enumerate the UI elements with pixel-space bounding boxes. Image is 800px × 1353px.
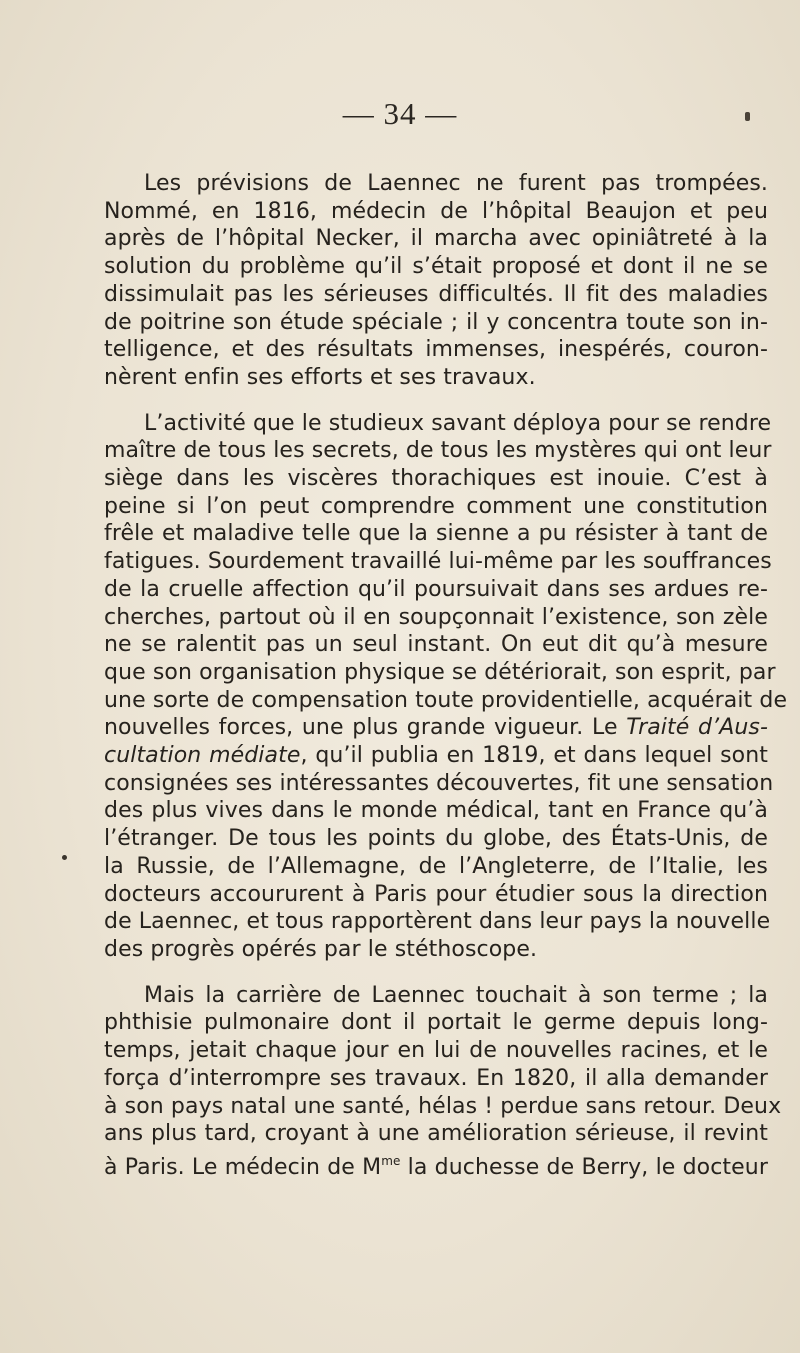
text-line: l’étranger. De tous les points du globe, des États-Unis, de [104, 826, 768, 852]
text-line: dissimulait pas les sérieuses difficultés. Il fit des maladies [104, 281, 768, 307]
text-line: fatigues. Sourdement travaillé lui-même par les souffrances [104, 549, 772, 575]
superscript: me [381, 1153, 401, 1168]
text-line-with-superscript [104, 1148, 768, 1182]
text-line: siège dans les viscères thorachiques est inouie. C’est à [104, 466, 768, 492]
text-line: telligence, et des résultats immenses, inespérés, couron- [104, 337, 768, 363]
text-line: après de l’hôpital Necker, il marcha avec opiniâtreté à la [104, 226, 768, 252]
text-line: cherches, partout où il en soupçonnait l’existence, son zèle [104, 604, 768, 630]
text-line: peine si l’on peut comprendre comment une constitution [104, 493, 768, 519]
text-line: cultation médiate, qu’il publia en 1819, et dans lequel sont [104, 743, 768, 769]
text-line: Les prévisions de Laennec ne furent pas trompées. [144, 171, 768, 196]
text-line: des progrès opérés par le stéthoscope. [104, 936, 538, 962]
ink-mark [745, 112, 750, 121]
page-number: — 34 — [342, 96, 458, 131]
text-line: frêle et maladive telle que la sienne a pu résister à tant de [104, 521, 768, 547]
text-line: ne se ralentit pas un seul instant. On eut dit qu’à mesure [104, 632, 768, 658]
text-line: docteurs accoururent à Paris pour étudier sous la direction [104, 881, 768, 907]
text-line: temps, jetait chaque jour en lui de nouvelles racines, et le [104, 1038, 768, 1064]
text-fragment: la duchesse de Berry, le docteur [407, 1154, 768, 1180]
paragraph [104, 410, 788, 964]
text-line: une sorte de compensation toute providentielle, acquérait de [104, 687, 788, 713]
text-line: maître de tous les secrets, de tous les mystères qui ont leur [104, 438, 772, 464]
text-line: solution du problème qu’il s’était proposé et dont il ne se [104, 254, 768, 280]
text-line: Nommé, en 1816, médecin de l’hôpital Beaujon et peu [104, 198, 768, 224]
text-line: de poitrine son étude spéciale ; il y concentra toute son in- [104, 309, 768, 335]
body-text [104, 170, 788, 1182]
text-line: nouvelles forces, une plus grande vigueur. Le Traité d’Aus- [104, 715, 768, 741]
text-line: consignées ses intéressantes découvertes, fit une sensation [104, 770, 774, 796]
ink-mark [62, 855, 67, 860]
text-line: força d’interrompre ses travaux. En 1820, il alla demander [104, 1065, 768, 1091]
text-line: ans plus tard, croyant à une amélioration sérieuse, il revint [104, 1121, 768, 1147]
paragraph [104, 982, 782, 1182]
text-line: des plus vives dans le monde médical, tant en France qu’à [104, 798, 768, 824]
text-fragment: à Paris. Le médecin de M [104, 1154, 382, 1180]
text-line: nèrent enfin ses efforts et ses travaux. [104, 364, 536, 390]
text-line: L’activité que le studieux savant déploya pour se rendre [144, 410, 772, 436]
text-line: de la cruelle affection qu’il poursuivait dans ses ardues re- [104, 576, 768, 602]
text-line: phthisie pulmonaire dont il portait le germe depuis long- [104, 1010, 768, 1036]
text-line: la Russie, de l’Allemagne, de l’Angleterre, de l’Italie, les [104, 853, 768, 879]
text-line: Mais la carrière de Laennec touchait à son terme ; la [144, 982, 768, 1008]
text-line: que son organisation physique se détériorait, son esprit, par [104, 659, 776, 685]
text-line: à son pays natal une santé, hélas ! perdue sans retour. Deux [104, 1093, 782, 1119]
paragraph [104, 170, 768, 392]
text-line: de Laennec, et tous rapportèrent dans leur pays la nouvelle [104, 909, 771, 935]
